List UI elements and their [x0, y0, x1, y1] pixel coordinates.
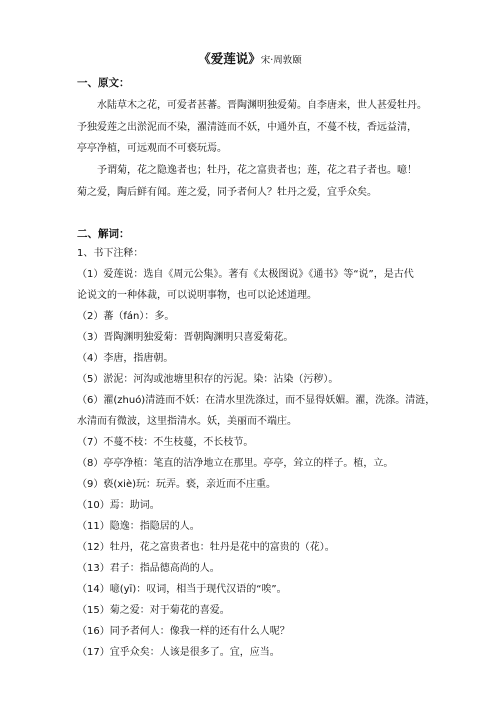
glossary-line: （13）君子：指品德高尚的人。: [77, 563, 220, 574]
glossary-line: （5）淤泥：河沟或池塘里积存的污泥。染：沾染（污秽）。: [77, 374, 339, 385]
glossary-line: （9）亵(xiè)玩：玩弄。亵，亲近而不庄重。: [77, 479, 277, 490]
glossary-line: （6）濯(zhuó)清涟而不妖：在清水里洗涤过，而不显得妖媚。濯，洗涤。清涟，: [77, 395, 436, 406]
glossary-line: （16）同予者何人：像我一样的还有什么人呢？: [77, 626, 290, 637]
glossary-line: （17）宜乎众矣：人该是很多了。宜，应当。: [77, 647, 280, 658]
glossary-line: （8）亭亭净植：笔直的洁净地立在那里。亭亭，耸立的样子。植，立。: [77, 458, 394, 469]
section-heading-glossary: 二、解词：: [77, 228, 130, 240]
glossary-line: （14）噫(yī)：叹词，相当于现代汉语的“唉”。: [77, 584, 287, 595]
glossary-line: 论说文的一种体裁，可以说明事物，也可以论述道理。: [77, 290, 317, 301]
document-title: [0, 51, 500, 69]
glossary-line: （7）不蔓不枝：不生枝蔓，不长枝节。: [77, 437, 254, 448]
glossary-subheading: 1、书下注释：: [77, 248, 144, 259]
paragraph-line: 予谓菊，花之隐逸者也；牡丹，花之富贵者也；莲，花之君子者也。噫！: [97, 165, 417, 176]
paragraph-line: 菊之爱，陶后鲜有闻。莲之爱，同予者何人？牡丹之爱，宜乎众矣。: [77, 187, 377, 198]
section-heading-original-text: 一、原文：: [77, 77, 130, 89]
glossary-line: （4）李唐，指唐朝。: [77, 353, 174, 364]
glossary-line: （11）隐逸：指隐居的人。: [77, 521, 200, 532]
glossary-line: （12）牡丹，花之富贵者也：牡丹是花中的富贵的（花）。: [77, 542, 335, 553]
glossary-line: （3）晋陶渊明独爱菊：晋朝陶渊明只喜爱菊花。: [77, 332, 294, 343]
paragraph-line: 予独爱莲之出淤泥而不染，濯清涟而不妖，中通外直，不蔓不枝，香远益清，: [77, 122, 417, 133]
glossary-line: （1）爱莲说：选自《周元公集》。著有《太极图说》《通书》等“说”，是古代: [77, 269, 414, 280]
paragraph-line: 水陆草木之花，可爱者甚蕃。晋陶渊明独爱菊。自李唐来，世人甚爱牡丹。: [97, 100, 427, 111]
glossary-line: 水清而有微波，这里指清水。妖，美丽而不端庄。: [77, 416, 297, 427]
glossary-line: （15）菊之爱：对于菊花的喜爱。: [77, 605, 230, 616]
title-author: 宋·周敦颐: [260, 55, 302, 66]
paragraph-line: 亭亭净植，可远观而不可亵玩焉。: [77, 143, 227, 154]
glossary-line: （2）蕃（fán）：多。: [77, 311, 175, 322]
title-main: 《爱莲说》: [198, 51, 261, 66]
glossary-line: （10）焉：助词。: [77, 500, 160, 511]
